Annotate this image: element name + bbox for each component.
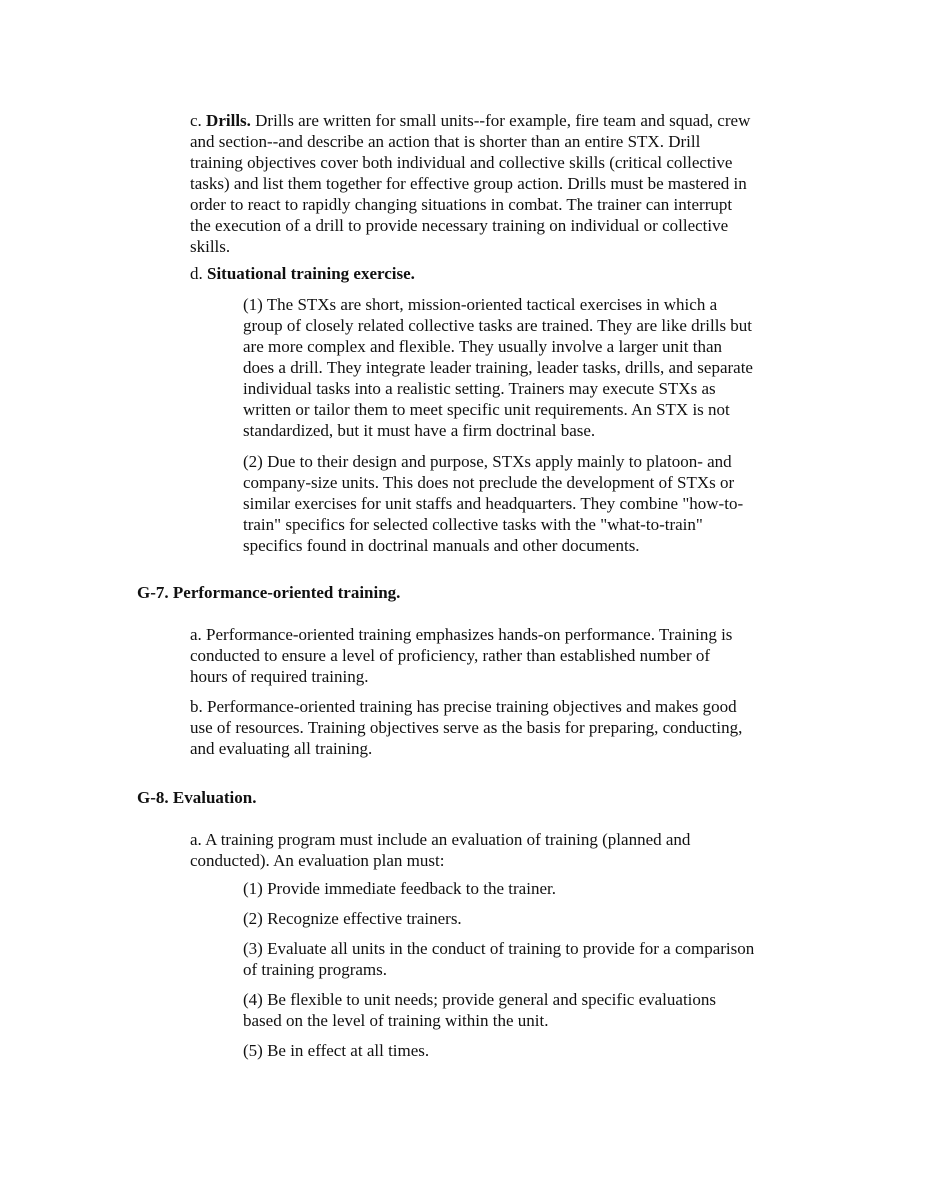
drills-paragraph: [190, 110, 750, 257]
text-line: (2) Recognize effective trainers.: [243, 909, 462, 928]
text-line: (5) Be in effect at all times.: [243, 1041, 430, 1060]
text-line: of training programs.: [243, 960, 387, 979]
text-line: tasks) and list them together for effective group action. Drills must be mastered in: [190, 174, 747, 193]
g8-heading: [137, 787, 257, 808]
bold-heading: Situational training exercise.: [207, 264, 415, 283]
item-label: c.: [190, 111, 207, 130]
g7-b-paragraph: [190, 696, 742, 759]
text-line: (1) The STXs are short, mission-oriented tactical exercises in which a: [243, 295, 718, 314]
g8-a-1-paragraph: [243, 878, 556, 899]
text-line: (3) Evaluate all units in the conduct of training to provide for a comparison: [243, 939, 755, 958]
text-line: (2) Due to their design and purpose, STXs apply mainly to platoon- and: [243, 452, 732, 471]
text-line: written or tailor them to meet specific unit requirements. An STX is not: [243, 400, 730, 419]
text-line: group of closely related collective tasks are trained. They are like drills but: [243, 316, 753, 335]
text-line: based on the level of training within the unit.: [243, 1011, 549, 1030]
stx-1-paragraph: [243, 294, 753, 441]
text-line: similar exercises for unit staffs and headquarters. They combine "how-to-: [243, 494, 744, 513]
text-line: standardized, but it must have a firm doctrinal base.: [243, 421, 596, 440]
text-line: (4) Be flexible to unit needs; provide general and specific evaluations: [243, 990, 717, 1009]
g8-a-5-paragraph: [243, 1040, 429, 1061]
bold-heading: Drills.: [206, 111, 251, 130]
text-line: (1) Provide immediate feedback to the trainer.: [243, 879, 556, 898]
text-line: hours of required training.: [190, 667, 369, 686]
text-line: order to react to rapidly changing situations in combat. The trainer can interrupt: [190, 195, 733, 214]
text-line: does a drill. They integrate leader training, leader tasks, drills, and separate: [243, 358, 753, 377]
stx-2-paragraph: [243, 451, 743, 556]
text-line: [137, 582, 400, 603]
g8-a-4-paragraph: [243, 989, 716, 1031]
g7-heading: [137, 582, 400, 603]
text-line: the execution of a drill to provide necessary training on individual or collective: [190, 216, 729, 235]
text-line: are more complex and flexible. They usually involve a larger unit than: [243, 337, 722, 356]
g8-a-3-paragraph: [243, 938, 754, 980]
text-line: and section--and describe an action that is shorter than an entire STX. Drill: [190, 132, 701, 151]
text-line: skills.: [190, 237, 231, 256]
g8-a-paragraph: [190, 829, 690, 871]
text-line: a. A training program must include an evaluation of training (planned and: [190, 830, 691, 849]
bold-heading: G-7. Performance-oriented training.: [137, 583, 401, 602]
text-line: and evaluating all training.: [190, 739, 373, 758]
text-line: individual tasks into a realistic setting. Trainers may execute STXs as: [243, 379, 716, 398]
text-line: conducted to ensure a level of proficiency, rather than established number of: [190, 646, 711, 665]
text-line: b. Performance-oriented training has precise training objectives and makes good: [190, 697, 737, 716]
text-line: specifics found in doctrinal manuals and other documents.: [243, 536, 640, 555]
text-line: use of resources. Training objectives serve as the basis for preparing, conducting,: [190, 718, 743, 737]
g8-a-2-paragraph: [243, 908, 462, 929]
text-line: conducted). An evaluation plan must:: [190, 851, 445, 870]
text-line: [190, 110, 750, 131]
text-line: training objectives cover both individual and collective skills (critical collective: [190, 153, 733, 172]
g7-a-paragraph: [190, 624, 732, 687]
text-line: [190, 263, 415, 284]
text-line: a. Performance-oriented training emphasizes hands-on performance. Training is: [190, 625, 733, 644]
text-line: train" specifics for selected collective tasks with the "what-to-train": [243, 515, 703, 534]
line-text: Drills are written for small units--for example, fire team and squad, crew: [250, 111, 751, 130]
bold-heading: G-8. Evaluation.: [137, 788, 257, 807]
item-label: d.: [190, 264, 207, 283]
stx-heading: [190, 263, 415, 284]
text-line: company-size units. This does not preclude the development of STXs or: [243, 473, 735, 492]
text-line: [137, 787, 257, 808]
